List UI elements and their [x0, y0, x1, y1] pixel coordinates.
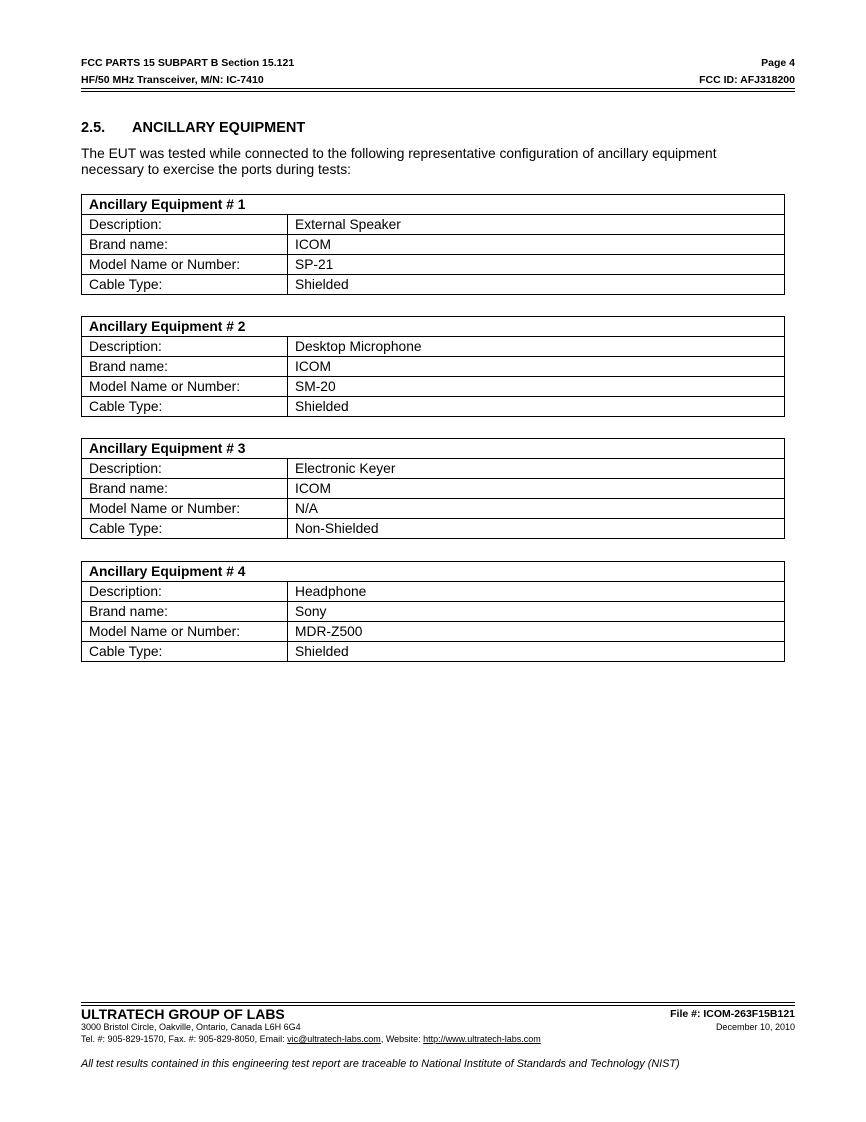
table-row — [82, 215, 785, 235]
brand-value: ICOM — [288, 479, 785, 499]
equipment-heading: Ancillary Equipment # 3 — [82, 439, 785, 459]
lab-name: ULTRATECH GROUP OF LABS — [81, 1006, 285, 1022]
lab-address: 3000 Bristol Circle, Oakville, Ontario, Canada L6H 6G4 — [81, 1022, 301, 1032]
table-row — [82, 275, 785, 295]
page-header-line-2 — [81, 74, 795, 86]
section-number: 2.5. — [81, 120, 106, 136]
cable-value: Shielded — [288, 397, 785, 417]
table-row — [82, 357, 785, 377]
model-label: Model Name or Number: — [82, 622, 288, 642]
table-row — [82, 377, 785, 397]
table-row — [82, 642, 785, 662]
model-label: Model Name or Number: — [82, 499, 288, 519]
model-label: Model Name or Number: — [82, 377, 288, 397]
brand-value: Sony — [288, 602, 785, 622]
header-divider — [81, 91, 795, 92]
table-row — [82, 439, 785, 459]
brand-label: Brand name: — [82, 602, 288, 622]
report-date: December 10, 2010 — [715, 1022, 795, 1032]
table-row — [82, 499, 785, 519]
table-row — [82, 337, 785, 357]
equipment-table-4 — [81, 561, 785, 662]
brand-label: Brand name: — [82, 235, 288, 255]
model-label: Model Name or Number: — [82, 255, 288, 275]
brand-label: Brand name: — [82, 357, 288, 377]
equipment-heading: Ancillary Equipment # 4 — [82, 562, 785, 582]
description-label: Description: — [82, 582, 288, 602]
equipment-heading: Ancillary Equipment # 1 — [82, 195, 785, 215]
equipment-heading: Ancillary Equipment # 2 — [82, 317, 785, 337]
cable-value: Shielded — [288, 642, 785, 662]
table-row — [82, 235, 785, 255]
table-row — [82, 317, 785, 337]
table-row — [82, 602, 785, 622]
section-heading — [81, 120, 305, 136]
description-value: Desktop Microphone — [288, 337, 785, 357]
description-value: Electronic Keyer — [288, 459, 785, 479]
brand-value: ICOM — [288, 235, 785, 255]
description-label: Description: — [82, 459, 288, 479]
contact-line — [81, 1034, 541, 1044]
cable-label: Cable Type: — [82, 642, 288, 662]
contact-prefix: Tel. #: 905-829-1570, Fax. #: 905-829-8050, Email: — [81, 1034, 288, 1044]
model-value: MDR-Z500 — [288, 622, 785, 642]
cable-value: Shielded — [288, 275, 785, 295]
model-value: SP-21 — [288, 255, 785, 275]
table-row — [82, 397, 785, 417]
fcc-id: FCC ID: AFJ318200 — [699, 74, 795, 86]
equipment-table-2 — [81, 316, 785, 417]
equipment-table-3 — [81, 438, 785, 539]
description-value: External Speaker — [288, 215, 785, 235]
table-row — [82, 622, 785, 642]
report-title: FCC PARTS 15 SUBPART B Section 15.121 — [81, 57, 295, 69]
table-row — [82, 479, 785, 499]
brand-label: Brand name: — [82, 479, 288, 499]
file-number: File #: ICOM-263F15B121 — [670, 1008, 795, 1020]
description-label: Description: — [82, 215, 288, 235]
table-row — [82, 582, 785, 602]
model-value: N/A — [288, 499, 785, 519]
brand-value: ICOM — [288, 357, 785, 377]
cable-label: Cable Type: — [82, 519, 288, 539]
product-name: HF/50 MHz Transceiver, M/N: IC-7410 — [81, 74, 264, 86]
page-number: Page 4 — [761, 57, 795, 69]
footer-divider — [81, 1002, 795, 1003]
table-row — [82, 519, 785, 539]
disclaimer: All test results contained in this engineering test report are traceable to National Institute of Standards and Technology (NIST) — [81, 1058, 680, 1070]
cable-label: Cable Type: — [82, 397, 288, 417]
cable-label: Cable Type: — [82, 275, 288, 295]
table-row — [82, 459, 785, 479]
table-row — [82, 195, 785, 215]
section-intro: The EUT was tested while connected to the following representative configuration of ancillary equipment necessary to exercise the ports during tests: — [81, 146, 717, 177]
table-row — [82, 562, 785, 582]
header-divider — [81, 88, 795, 89]
model-value: SM-20 — [288, 377, 785, 397]
section-title: ANCILLARY EQUIPMENT — [132, 120, 306, 136]
website-prefix: , Website: — [380, 1034, 424, 1044]
description-value: Headphone — [288, 582, 785, 602]
cable-value: Non-Shielded — [288, 519, 785, 539]
page-header-line-1 — [81, 57, 795, 69]
description-label: Description: — [82, 337, 288, 357]
email-link[interactable]: vic@ultratech-labs.com — [287, 1034, 381, 1044]
table-row — [82, 255, 785, 275]
equipment-table-1 — [81, 194, 785, 295]
website-link[interactable]: http://www.ultratech-labs.com — [423, 1034, 541, 1044]
